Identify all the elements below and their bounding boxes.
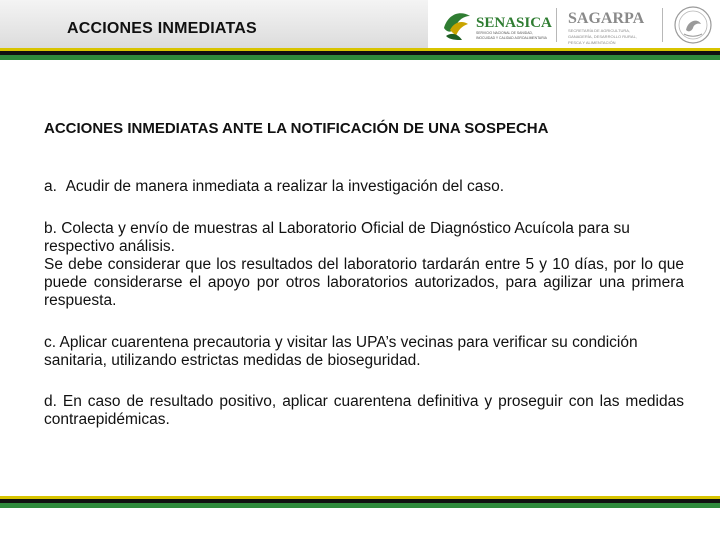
list-item-a xyxy=(44,178,684,196)
top-color-stripes xyxy=(0,48,720,60)
senasica-logo xyxy=(440,6,555,44)
sagarpa-logo xyxy=(564,6,656,48)
senasica-emblem-icon xyxy=(444,13,470,40)
list-item-d: d. En caso de resultado positivo, aplicar cuarentena definitiva y proseguir con las medidas contraepidémicas. xyxy=(44,393,684,428)
item-a-text: Acudir de manera inmediata a realizar la investigación del caso. xyxy=(65,178,505,195)
item-b-note: Se debe considerar que los resultados del laboratorio tardarán entre 5 y 10 días, por lo que puede considerarse el apoyo por otros laboratorios autorizados, para agilizar una primera respuesta. xyxy=(44,256,684,309)
bottom-color-stripes xyxy=(0,496,720,508)
coat-of-arms-icon xyxy=(672,4,714,46)
logo-divider xyxy=(662,8,663,42)
senasica-subtitle-2: INOCUIDAD Y CALIDAD AGROALIMENTARIA xyxy=(476,36,547,40)
list-item-c: c. Aplicar cuarentena precautoria y visitar las UPA’s vecinas para verificar su condición sanitaria, utilizando estrictas medidas de bioseguridad. xyxy=(44,334,638,369)
sagarpa-subtitle-3: PESCA Y ALIMENTACIÓN xyxy=(568,40,616,45)
item-b-text: b. Colecta y envío de muestras al Laboratorio Oficial de Diagnóstico Acuícola para su respectivo análisis. xyxy=(44,220,630,255)
sagarpa-subtitle-2: GANADERÍA, DESARROLLO RURAL, xyxy=(568,34,637,39)
senasica-subtitle-1: SERVICIO NACIONAL DE SANIDAD, xyxy=(476,31,533,35)
sagarpa-name: SAGARPA xyxy=(568,10,645,27)
section-title: ACCIONES INMEDIATAS ANTE LA NOTIFICACIÓN DE UNA SOSPECHA xyxy=(44,120,549,137)
slide-body xyxy=(44,120,684,429)
logo-divider xyxy=(556,8,557,42)
sagarpa-subtitle-1: SECRETARÍA DE AGRICULTURA, xyxy=(568,28,631,33)
list-item-b xyxy=(44,220,684,310)
header-title: ACCIONES INMEDIATAS xyxy=(67,20,257,37)
list-marker: a. xyxy=(44,178,57,195)
senasica-name: SENASICA xyxy=(476,15,552,31)
